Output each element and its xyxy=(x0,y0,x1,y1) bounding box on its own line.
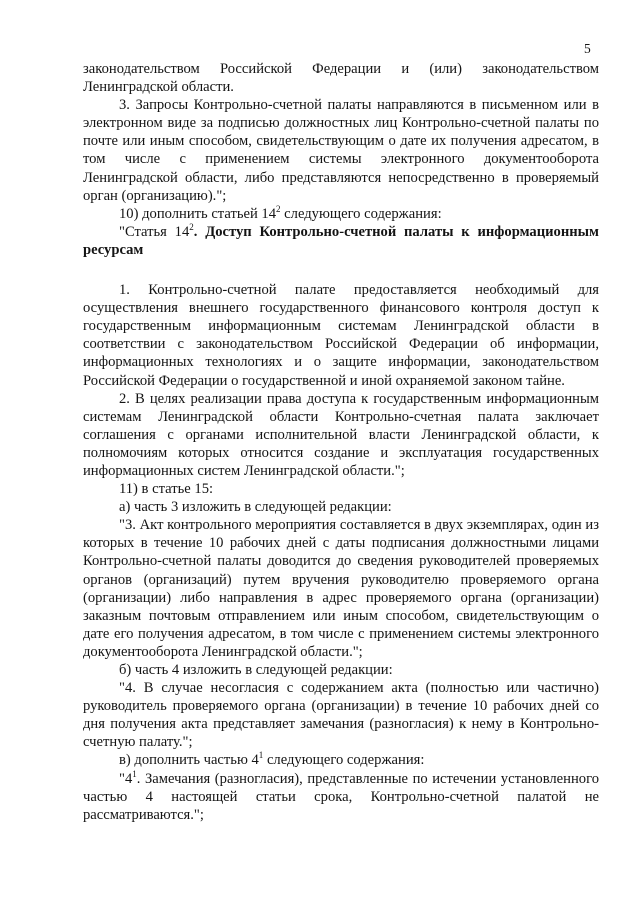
page-number: 5 xyxy=(584,41,591,56)
paragraph-law-continuation: законодательством Российской Федерации и (или) законодательством Ленинградской области. xyxy=(83,61,599,96)
paragraph-subitem-b: б) часть 4 изложить в следующей редакции: xyxy=(119,662,393,678)
paragraph-act-part-3: "3. Акт контрольного мероприятия составляется в двух экземплярах, один из которых в течение 10 рабочих дней с даты подписания должностными лицами Контрольно-счетной палаты доводится до сведения руководителей проверяемых органов (организаций) путем вручения руководителю проверяемого органа (организации) либо направления в адрес проверяемого органа (организации) заказным почтовым отправлением или иным способом, свидетельствующим о дате его получения адресатом, в том числе с применением системы электронного документооборота Ленинградской области."; xyxy=(83,517,599,660)
article-title: . Доступ Контрольно-счетной палаты к информационным ресурсам xyxy=(83,223,599,258)
paragraph-access-2: 2. В целях реализации права доступа к государственным информационным системам Ленинградской области Контрольно-счетная палата заключает соглашения с органами исполнительной власти Ленинградской области, к полномочиям которых относится создание и эксплуатация государственных информационных систем Ленинградской области."; xyxy=(83,390,599,479)
blank-line xyxy=(83,259,599,281)
paragraph-subitem-a: а) часть 3 изложить в следующей редакции: xyxy=(119,499,392,516)
paragraph-subitem-v: в) дополнить частью $4^1$ следующего содержания: xyxy=(119,750,425,769)
paragraph-item-11: 11) в статье 15: xyxy=(119,481,214,498)
superscript: 1 xyxy=(258,750,264,761)
document-body xyxy=(83,60,599,824)
superscript: 2 xyxy=(189,221,194,232)
paragraph-requests: 3. Запросы Контрольно-счетной палаты направляются в письменном или в электронном виде за подписью должностных лиц Контрольно-счетной палаты по почте или иным способом, свидетельствующим о дате их получения адресатом, в том числе с применением системы электронного документооборота Ленинградской области, либо представляются непосредственно в проверяемый орган (организацию)."; xyxy=(83,97,599,204)
paragraph-access-1: 1. Контрольно-счетной палате предоставляется необходимый для осуществления внешнего государственного финансового контроля доступ к государственным информационным системам Ленинградской области в соответствии с законодательством Российской Федерации об информации, информационных технологиях и о защите информации, законодательством Российской Федерации о государственной и иной охраняемой законом тайне. xyxy=(83,282,599,389)
paragraph-act-part-4: "4. В случае несогласия с содержанием акта (полностью или частично) руководитель проверяемого органа (организации) в течение 10 рабочих дней со дня получения акта представляет замечания (разногласия) к нему в Контрольно-счетную палату."; xyxy=(83,680,599,751)
paragraph-item-10: 10) дополнить статьей $14^2$ следующего содержания: xyxy=(119,203,442,222)
superscript: 1 xyxy=(132,768,137,779)
superscript: 2 xyxy=(276,203,281,214)
article-heading: "Статья $14^2$. Доступ Контрольно-счетной палаты к информационным ресурсам xyxy=(83,221,599,258)
paragraph-part-4-1: "$4^1$. Замечания (разногласия), представленные по истечении установленного частью 4 настоящей статьи срока, Контрольно-счетной палатой не рассматриваются."; xyxy=(83,768,599,823)
